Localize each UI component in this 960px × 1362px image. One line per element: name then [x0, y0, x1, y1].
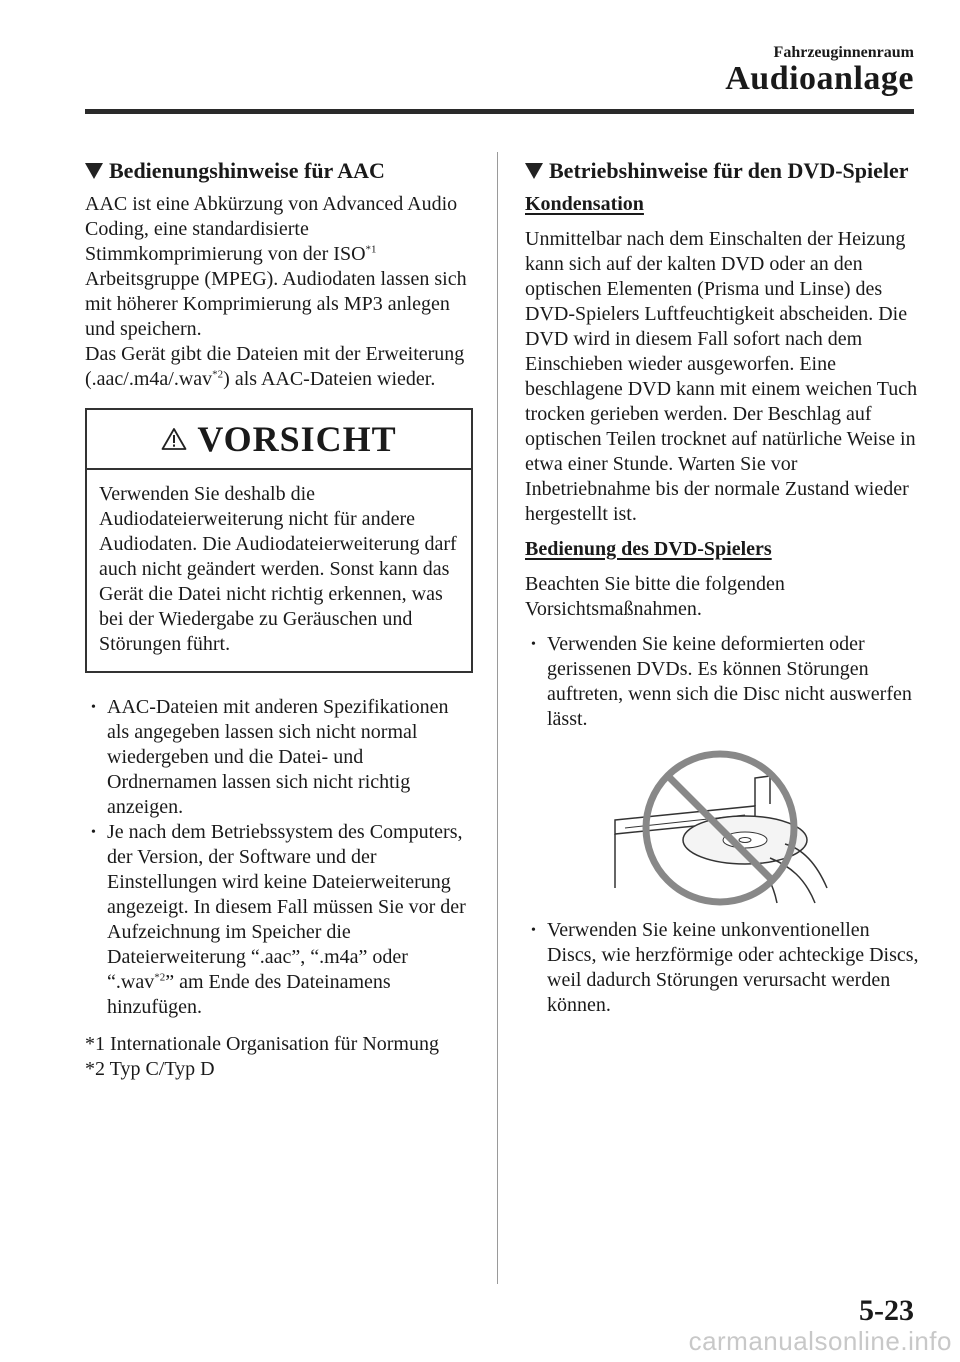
dvd-operation-subheading: Bedienung des DVD-Spielers: [525, 538, 772, 560]
list-item: [85, 820, 473, 1020]
caution-title: VORSICHT: [197, 418, 397, 459]
header-rule: [85, 109, 914, 114]
dvd-heading: [525, 158, 920, 184]
triangle-bullet-icon: [525, 163, 543, 179]
condensation-paragraph: Unmittelbar nach dem Einschalten der Heizung kann sich auf der kalten DVD oder an den optischen Elementen (Prisma und Linse) des DVD-Spielers Luftfeuchtigkeit abscheiden. Die DVD wird in diesem Fall sofort nach dem Einschieben wieder ausgeworfen. Eine beschlagene DVD kann mit einem weichen Tuch trocken gerieben werden. Der Beschlag auf optischen Teilen trocknet auf natürliche Weise in etwa einer Stunde. Warten Sie vor Inbetriebnahme bis der normale Zustand wieder hergestellt ist.: [525, 228, 918, 525]
right-column: [525, 152, 920, 1030]
footnote-ref-2b: *2: [154, 971, 166, 984]
list-item: • Verwenden Sie keine unkonventionellen Discs, wie herzförmige oder achteckige Discs, weil dadurch Störungen verursacht werden können.: [525, 918, 920, 1018]
column-divider: [497, 152, 498, 1284]
section-title: Audioanlage: [725, 60, 914, 97]
caution-body: Verwenden Sie deshalb die Audiodateierweiterung nicht für andere Audiodaten. Die Audiodateierweiterung darf auch nicht geändert werden. Sonst kann das Gerät die Datei nicht richtig erkennen, was bei der Wiedergabe zu Geräuschen und Störungen führt.: [99, 483, 457, 655]
dvd-bullet-list-2: [525, 918, 920, 1018]
aac-ext-text-a: Das Gerät gibt die Dateien mit der Erweiterung (.aac/.m4a/.wav: [85, 343, 465, 390]
page-number: 5-23: [859, 1294, 914, 1327]
dvd-heading-text: Betriebshinweise für den DVD-Spieler: [549, 158, 909, 183]
dvd-bullet-list: [525, 632, 920, 732]
footnote-ref-2: *2: [212, 368, 224, 381]
aac-intro-paragraph: [85, 192, 473, 392]
watermark: carmanualsonline.info: [688, 1326, 952, 1356]
footnotes: [85, 1032, 473, 1082]
aac-intro-text-b: Arbeitsgruppe (MPEG). Audiodaten lassen sich mit höherer Komprimierung als MP3 anlegen und speichern.: [85, 268, 467, 340]
list-item: • AAC-Dateien mit anderen Spezifikationen als angegeben lassen sich nicht normal wiedergeben und die Datei- und Ordnernamen lassen sich nicht richtig anzeigen.: [85, 695, 473, 820]
bullet2-text-a: Je nach dem Betriebssystem des Computers, der Version, der Software und der Einstellungen wird keine Dateierweiterung angezeigt. In diesem Fall müssen Sie vor der Aufzeichnung im Speicher die Dateierweiterung “.aac”, “.m4a” oder “.wav: [107, 821, 466, 993]
aac-heading-text: Bedienungshinweise für AAC: [109, 158, 385, 183]
aac-bullet-list: [85, 695, 473, 1020]
left-column: [85, 152, 473, 1082]
caution-box: [85, 408, 473, 673]
footnote-2: *2 Typ C/Typ D: [85, 1058, 215, 1080]
footnote-1: *1 Internationale Organisation für Normung: [85, 1033, 439, 1055]
footnote-ref-1: *1: [365, 243, 377, 256]
chapter-label: Fahrzeuginnenraum: [773, 44, 914, 61]
triangle-bullet-icon: [85, 163, 103, 179]
no-deformed-disc-illustration: [605, 748, 835, 908]
condensation-subheading: Kondensation: [525, 193, 644, 215]
bullet2-text-b: ” am Ende des Dateinamens hinzufügen.: [107, 971, 391, 1018]
warning-triangle-icon: [161, 427, 187, 451]
aac-heading: [85, 158, 473, 184]
list-item: • Verwenden Sie keine deformierten oder gerissenen DVDs. Es können Störungen auftreten, wenn sich die Disc nicht auswerfen lässt.: [525, 632, 920, 732]
aac-ext-text-b: ) als AAC-Dateien wieder.: [223, 368, 436, 390]
precautions-intro: Beachten Sie bitte die folgenden Vorsichtsmaßnahmen.: [525, 573, 785, 620]
aac-intro-text-a: AAC ist eine Abkürzung von Advanced Audio Coding, eine standardisierte Stimmkomprimierung von der ISO: [85, 193, 458, 265]
caution-header: [87, 410, 471, 470]
